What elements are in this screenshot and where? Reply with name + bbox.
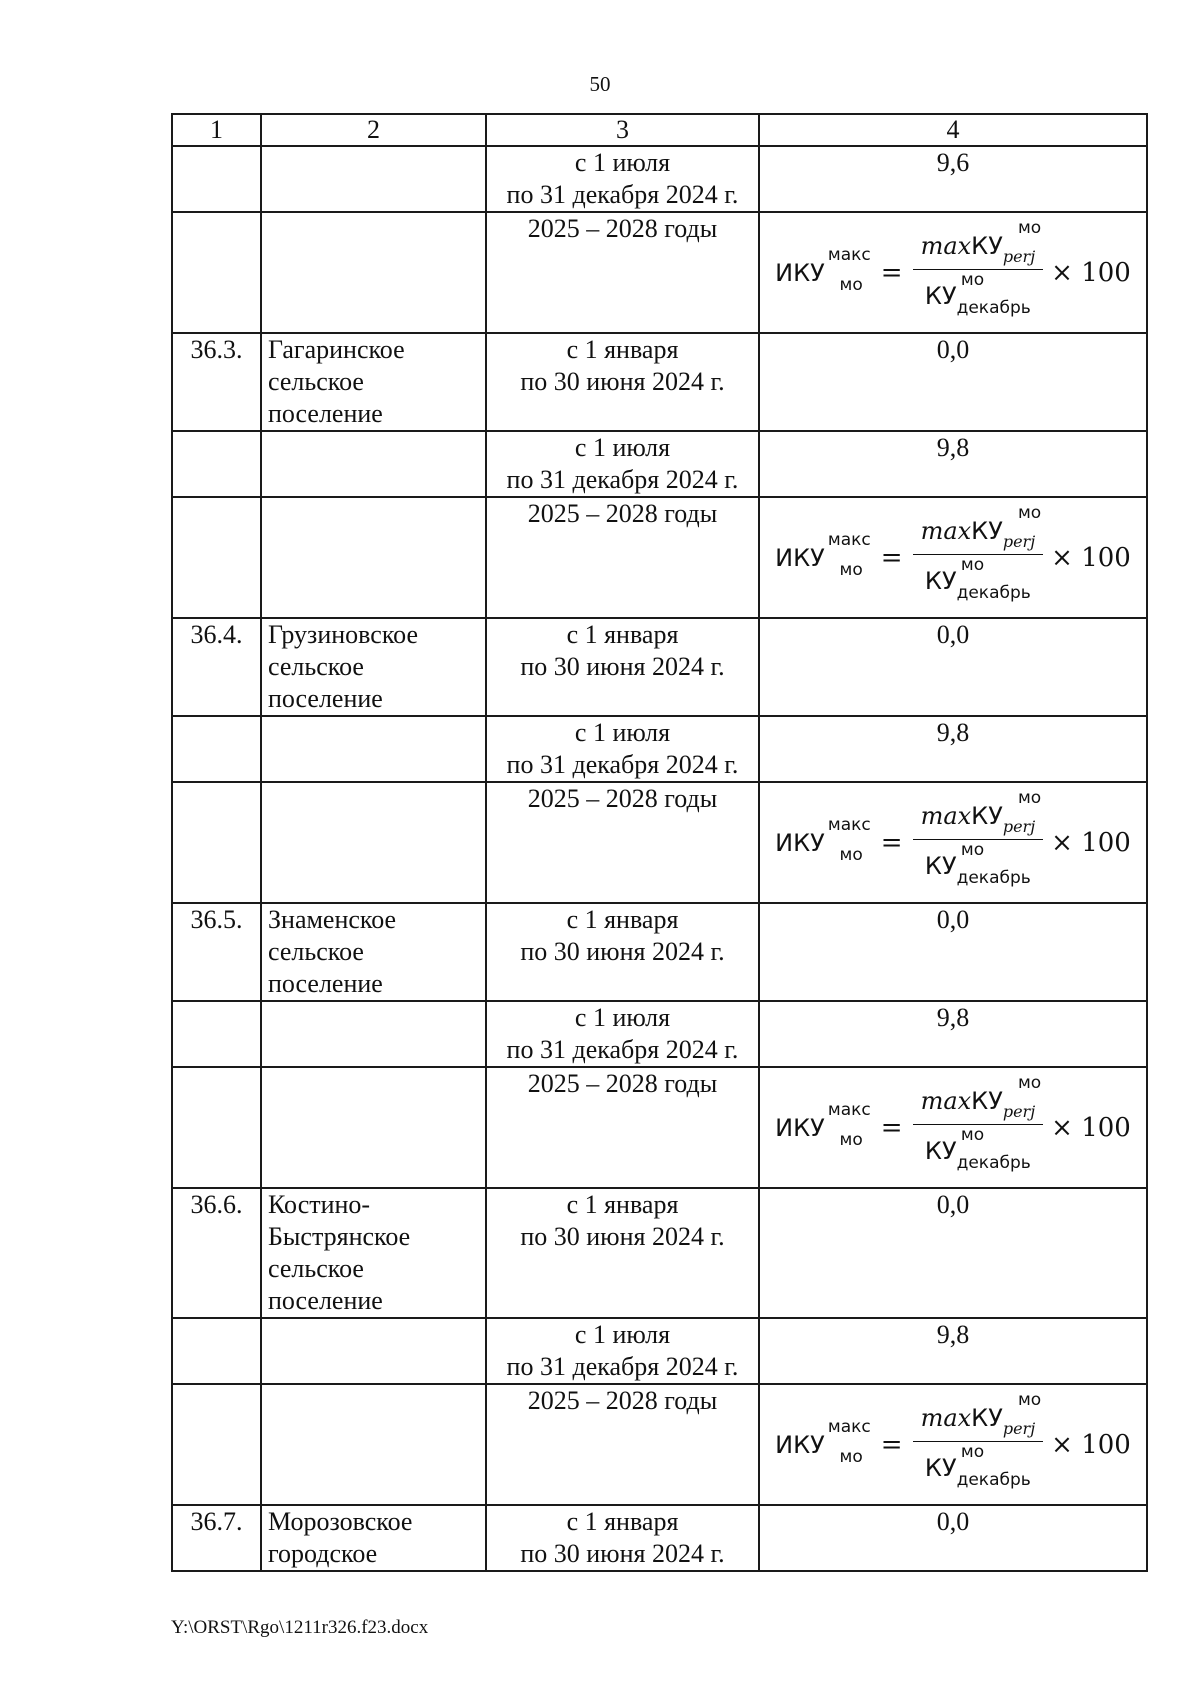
period-line: 2025 – 2028 годы [527,214,718,243]
formula-equals-sign: = [880,542,903,573]
formula-numerator-superscript: мо [1017,1073,1042,1093]
formula-numerator-symbol: КУ [971,1404,1003,1432]
index-value-text: 9,6 [936,148,970,177]
formula-lhs-subscript: мо [839,844,863,865]
formula-denominator-subscript: декабрь [956,583,1031,603]
index-value-text: 0,0 [936,1507,970,1536]
index-value-text: 0,0 [936,1190,970,1219]
formula-numerator-max: max [920,1087,972,1115]
iku-formula [760,1068,1146,1187]
period-cell [486,146,759,212]
item-number-cell [172,431,261,497]
period-line: по 31 декабря 2024 г. [506,1035,739,1064]
period-line: по 31 декабря 2024 г. [506,750,739,779]
formula-lhs-superscript: макс [827,244,871,265]
period-cell [486,903,759,1001]
table-row [172,782,1147,903]
index-value-cell [759,1188,1147,1318]
item-number-text: 36.4. [190,620,243,649]
formula-fraction [913,1073,1044,1173]
formula-numerator-subscript: perj [1002,817,1036,836]
formula-numerator-max: max [920,1404,972,1432]
settlement-name-line: Быстрянское [268,1222,411,1251]
settlement-name-line: Грузиновское [268,620,418,649]
formula-denominator [924,555,1031,603]
formula-lhs-superscript: макс [827,1416,871,1437]
period-line: по 31 декабря 2024 г. [506,1352,739,1381]
item-number-text: 36.6. [190,1190,243,1219]
period-line: с 1 июля [574,1003,671,1032]
period-cell [486,716,759,782]
item-number-cell [172,333,261,431]
period-line: 2025 – 2028 годы [527,499,718,528]
item-number-cell [172,782,261,903]
index-value-text: 9,8 [936,433,970,462]
formula-times-100: × 100 [1051,542,1131,573]
formula-lhs [775,814,871,865]
index-value-cell [759,1505,1147,1571]
settlement-name-cell [261,497,486,618]
index-value-text: 0,0 [936,620,970,649]
formula-numerator-subscript: perj [1002,247,1036,266]
file-path-footer: Y:\ORST\Rgo\1211r326.f23.docx [171,1617,429,1638]
formula-numerator-max: max [920,232,972,260]
period-line: по 30 июня 2024 г. [520,652,725,681]
period-line: по 30 июня 2024 г. [520,367,725,396]
formula-denominator-subscript: декабрь [956,868,1031,888]
header-cell-3: 3 [486,114,759,146]
settlement-name-cell [261,782,486,903]
index-value-cell [759,212,1147,333]
period-line: с 1 января [566,905,679,934]
header-cell-4: 4 [759,114,1147,146]
formula-denominator-superscript: мо [960,1442,985,1462]
formula-lhs [775,529,871,580]
index-value-cell [759,333,1147,431]
table-row [172,333,1147,431]
formula-lhs-superscript: макс [827,1099,871,1120]
period-line: по 31 декабря 2024 г. [506,180,739,209]
iku-formula [760,1385,1146,1504]
item-number-cell [172,1001,261,1067]
formula-denominator [924,270,1031,318]
settlement-name-line: Знаменское [268,905,397,934]
index-value-cell [759,146,1147,212]
index-value-cell [759,618,1147,716]
item-number-cell [172,146,261,212]
item-number-cell [172,1188,261,1318]
period-line: с 1 июля [574,433,671,462]
period-cell [486,1505,759,1571]
table-row [172,1318,1147,1384]
formula-numerator-superscript: мо [1017,788,1042,808]
item-number-cell [172,618,261,716]
period-cell [486,333,759,431]
period-cell [486,618,759,716]
header-cell-2: 2 [261,114,486,146]
formula-numerator-max: max [920,802,972,830]
formula-lhs [775,1416,871,1467]
table-row [172,1067,1147,1188]
table-row [172,1188,1147,1318]
formula-numerator-subscript: perj [1002,532,1036,551]
index-value-cell [759,716,1147,782]
settlement-name-line: сельское [268,652,364,681]
header-row [172,114,1147,146]
period-line: с 1 января [566,620,679,649]
formula-numerator-superscript: мо [1017,503,1042,523]
period-line: с 1 января [566,1190,679,1219]
iku-formula [760,783,1146,902]
period-cell [486,1188,759,1318]
index-value-cell [759,782,1147,903]
settlement-name-line: поселение [268,399,383,428]
index-value-text: 9,8 [936,718,970,747]
formula-lhs-subscript: мо [839,1129,863,1150]
formula-denominator [924,1442,1031,1490]
formula-times-100: × 100 [1051,257,1131,288]
settlement-name-line: сельское [268,1254,364,1283]
formula-lhs-subscript: мо [839,274,863,295]
index-value-cell [759,1318,1147,1384]
item-number-cell [172,497,261,618]
table-row [172,1001,1147,1067]
formula-denominator-superscript: мо [960,840,985,860]
period-cell [486,1384,759,1505]
formula-numerator-subscript: perj [1002,1419,1036,1438]
index-value-cell [759,1384,1147,1505]
iku-formula [760,498,1146,617]
formula-fraction [913,788,1044,888]
formula-denominator-subscript: декабрь [956,1470,1031,1490]
period-cell [486,1067,759,1188]
formula-numerator-symbol: КУ [971,1087,1003,1115]
formula-denominator-symbol: КУ [924,1454,957,1482]
index-value-cell [759,431,1147,497]
period-line: с 1 июля [574,148,671,177]
formula-numerator-superscript: мо [1017,218,1042,238]
formula-times-100: × 100 [1051,1429,1131,1460]
table-row [172,1505,1147,1571]
settlement-name-line: сельское [268,937,364,966]
formula-denominator-superscript: мо [960,270,985,290]
settlement-name-line: поселение [268,1286,383,1315]
period-line: с 1 июля [574,718,671,747]
item-number-cell [172,716,261,782]
formula-lhs-symbol: ИКУ [775,1113,825,1142]
formula-denominator-subscript: декабрь [956,1153,1031,1173]
index-value-cell [759,1001,1147,1067]
period-line: с 1 января [566,1507,679,1536]
formula-lhs-superscript: макс [827,529,871,550]
settlement-name-line: поселение [268,969,383,998]
formula-denominator-symbol: КУ [924,852,957,880]
period-line: по 31 декабря 2024 г. [506,465,739,494]
table-body [172,114,1147,1571]
formula-fraction [913,218,1044,318]
formula-lhs-symbol: ИКУ [775,543,825,572]
table-row [172,212,1147,333]
settlement-name-cell [261,716,486,782]
settlement-name-line: Костино- [268,1190,371,1219]
period-line: 2025 – 2028 годы [527,784,718,813]
formula-denominator-symbol: КУ [924,567,957,595]
formula-numerator-superscript: мо [1017,1390,1042,1410]
formula-lhs-symbol: ИКУ [775,258,825,287]
formula-denominator-subscript: декабрь [956,298,1031,318]
table-row [172,431,1147,497]
index-value-text: 0,0 [936,335,970,364]
formula-equals-sign: = [880,1429,903,1460]
formula-lhs-symbol: ИКУ [775,1430,825,1459]
settlement-name-cell [261,212,486,333]
formula-fraction [913,1390,1044,1490]
index-value-text: 9,8 [936,1003,970,1032]
formula-fraction [913,503,1044,603]
settlement-name-cell [261,333,486,431]
settlement-name-line: городское [268,1539,378,1568]
period-line: с 1 января [566,335,679,364]
settlement-name-cell [261,431,486,497]
period-cell [486,1318,759,1384]
item-number-text: 36.5. [190,905,243,934]
settlement-name-cell [261,1505,486,1571]
table-row [172,146,1147,212]
item-number-cell [172,1505,261,1571]
period-line: по 30 июня 2024 г. [520,1539,725,1568]
formula-numerator-symbol: КУ [971,802,1003,830]
tariff-table [171,113,1148,1572]
period-line: с 1 июля [574,1320,671,1349]
formula-denominator-superscript: мо [960,555,985,575]
formula-lhs-subscript: мо [839,1446,863,1467]
settlement-name-cell [261,1384,486,1505]
table-row [172,497,1147,618]
index-value-cell [759,497,1147,618]
formula-denominator [924,1125,1031,1173]
settlement-name-cell [261,618,486,716]
item-number-text: 36.7. [190,1507,243,1536]
formula-lhs-superscript: макс [827,814,871,835]
page-number: 50 [589,72,611,96]
settlement-name-line: Морозовское [268,1507,413,1536]
period-line: 2025 – 2028 годы [527,1386,718,1415]
formula-equals-sign: = [880,257,903,288]
formula-numerator-subscript: perj [1002,1102,1036,1121]
formula-times-100: × 100 [1051,827,1131,858]
formula-times-100: × 100 [1051,1112,1131,1143]
table-row [172,618,1147,716]
formula-numerator-max: max [920,517,972,545]
period-line: по 30 июня 2024 г. [520,937,725,966]
formula-lhs [775,1099,871,1150]
item-number-cell [172,1384,261,1505]
settlement-name-cell [261,1318,486,1384]
index-value-text: 0,0 [936,905,970,934]
iku-formula [760,213,1146,332]
index-value-cell [759,1067,1147,1188]
period-cell [486,431,759,497]
period-cell [486,212,759,333]
index-value-cell [759,903,1147,1001]
formula-denominator-superscript: мо [960,1125,985,1145]
item-number-cell [172,1318,261,1384]
table-row [172,1384,1147,1505]
header-cell-1: 1 [172,114,261,146]
settlement-name-cell [261,1001,486,1067]
settlement-name-line: Гагаринское [268,335,405,364]
formula-lhs-subscript: мо [839,559,863,580]
formula-lhs [775,244,871,295]
settlement-name-cell [261,903,486,1001]
formula-lhs-symbol: ИКУ [775,828,825,857]
item-number-text: 36.3. [190,335,243,364]
table-row [172,903,1147,1001]
item-number-cell [172,1067,261,1188]
settlement-name-cell [261,1067,486,1188]
formula-denominator-symbol: КУ [924,282,957,310]
formula-denominator [924,840,1031,888]
settlement-name-cell [261,1188,486,1318]
period-line: 2025 – 2028 годы [527,1069,718,1098]
settlement-name-line: сельское [268,367,364,396]
period-cell [486,497,759,618]
period-line: по 30 июня 2024 г. [520,1222,725,1251]
item-number-cell [172,903,261,1001]
settlement-name-line: поселение [268,684,383,713]
period-cell [486,782,759,903]
table-row [172,716,1147,782]
formula-numerator-symbol: КУ [971,517,1003,545]
formula-denominator-symbol: КУ [924,1137,957,1165]
settlement-name-cell [261,146,486,212]
index-value-text: 9,8 [936,1320,970,1349]
period-cell [486,1001,759,1067]
formula-numerator-symbol: КУ [971,232,1003,260]
item-number-cell [172,212,261,333]
formula-equals-sign: = [880,1112,903,1143]
formula-equals-sign: = [880,827,903,858]
